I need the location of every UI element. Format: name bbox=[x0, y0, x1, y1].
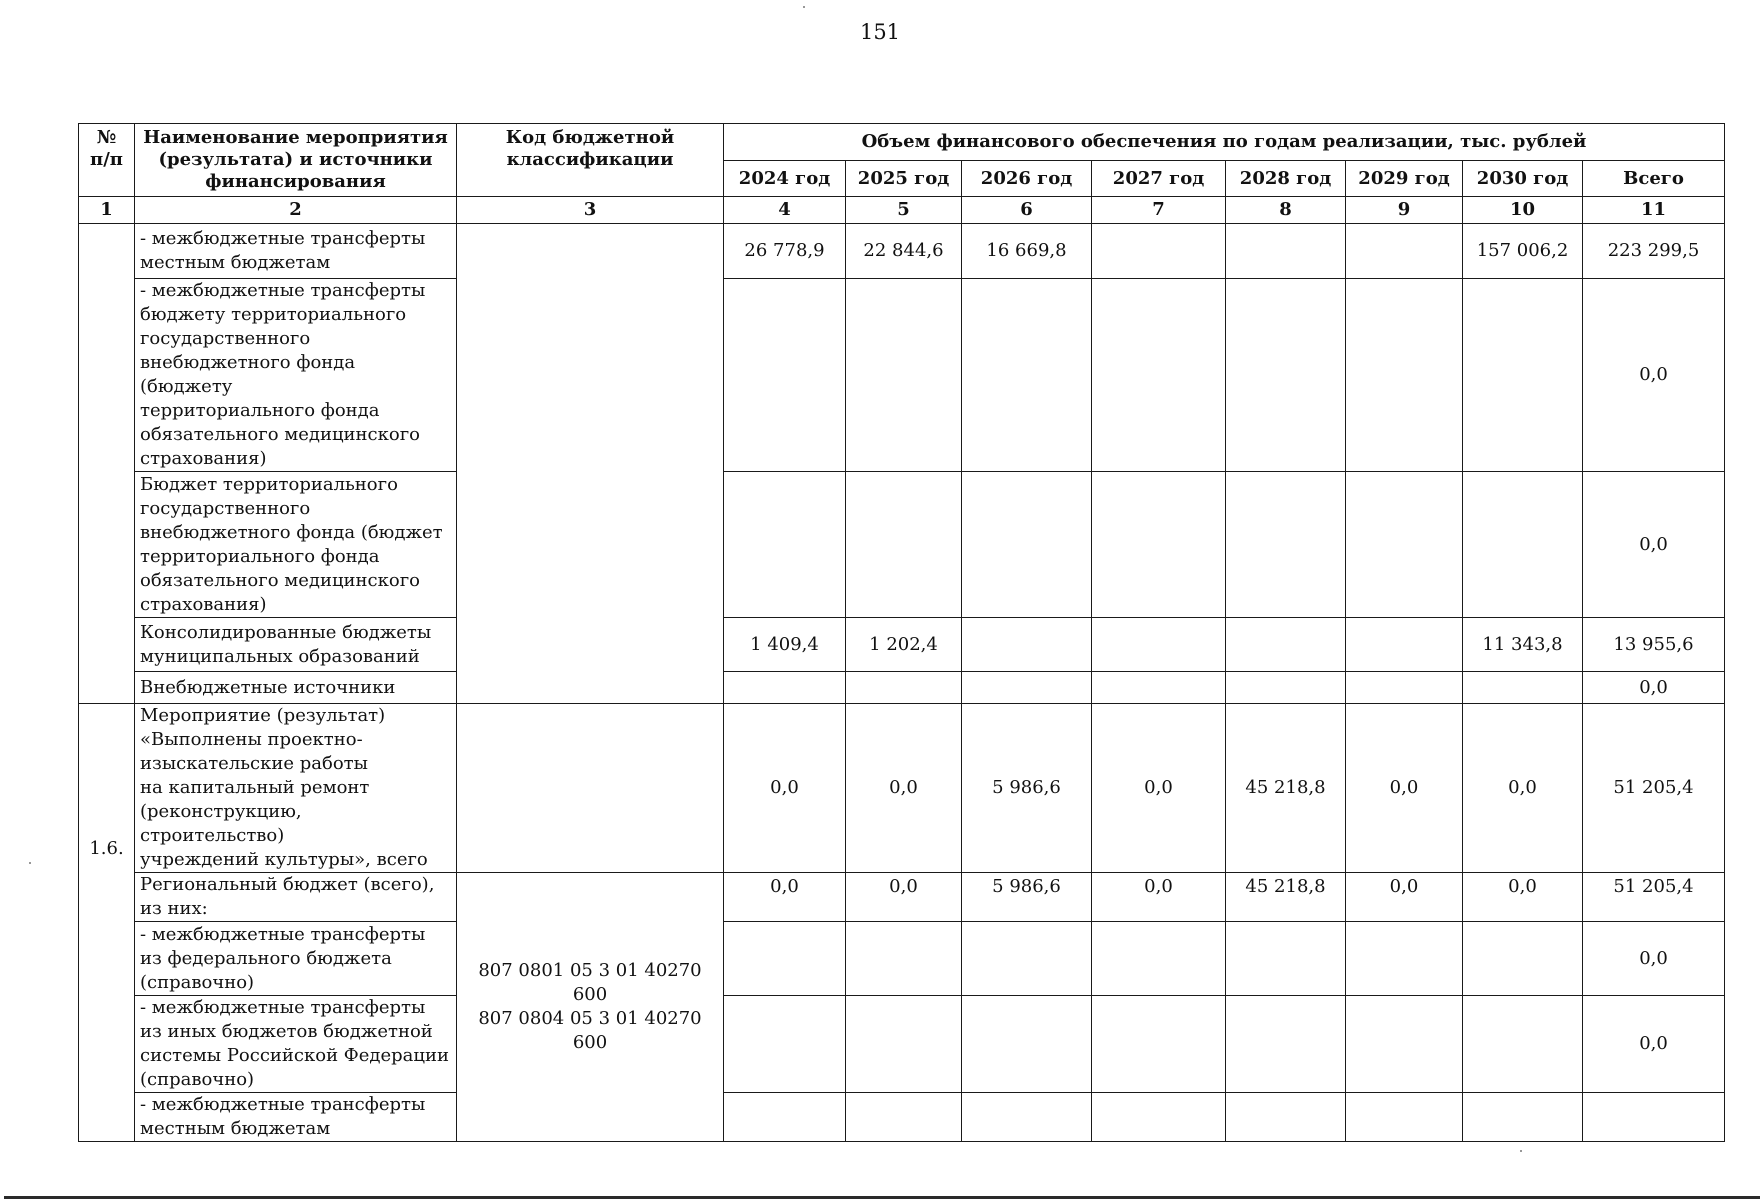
cell-value bbox=[1346, 279, 1463, 472]
row-code-empty bbox=[457, 704, 724, 873]
cell-value: 1 202,4 bbox=[846, 618, 962, 672]
cell-value: 0,0 bbox=[846, 873, 962, 922]
cell-value: 0,0 bbox=[1092, 704, 1226, 873]
table-row bbox=[79, 224, 1725, 279]
cell-value: 26 778,9 bbox=[724, 224, 846, 279]
cell-value bbox=[1346, 672, 1463, 704]
header-volume: Объем финансового обеспечения по годам реализации, тыс. рублей bbox=[724, 124, 1725, 161]
cell-value: 0,0 bbox=[1346, 704, 1463, 873]
row-index-label: 1.6. bbox=[89, 838, 124, 859]
cell-value: 51 205,4 bbox=[1583, 873, 1725, 922]
cell-value bbox=[962, 618, 1092, 672]
cell-value bbox=[846, 996, 962, 1093]
header-row-1 bbox=[79, 124, 1725, 161]
cell-value bbox=[1226, 618, 1346, 672]
header-year: 2024 год bbox=[724, 161, 846, 197]
cell-value: 0,0 bbox=[1463, 704, 1583, 873]
cell-value: 11 343,8 bbox=[1463, 618, 1583, 672]
column-number: 8 bbox=[1226, 197, 1346, 224]
cell-value bbox=[1226, 224, 1346, 279]
table-row bbox=[79, 618, 1725, 672]
cell-value bbox=[1092, 996, 1226, 1093]
cell-value: 0,0 bbox=[1583, 279, 1725, 472]
header-no: № п/п bbox=[79, 124, 135, 197]
cell-value: 0,0 bbox=[1346, 873, 1463, 922]
cell-value bbox=[1346, 472, 1463, 618]
cell-value: 0,0 bbox=[846, 704, 962, 873]
cell-value bbox=[1092, 672, 1226, 704]
cell-value bbox=[962, 996, 1092, 1093]
cell-value bbox=[1346, 618, 1463, 672]
table-row bbox=[79, 873, 1725, 922]
cell-value bbox=[1463, 1093, 1583, 1142]
cell-value: 16 669,8 bbox=[962, 224, 1092, 279]
row-index bbox=[79, 704, 135, 1142]
row-name: - межбюджетные трансферты местным бюджетам bbox=[135, 1093, 457, 1142]
row-name: Региональный бюджет (всего), из них: bbox=[135, 873, 457, 922]
cell-value bbox=[1346, 1093, 1463, 1142]
cell-value bbox=[1092, 279, 1226, 472]
cell-value bbox=[962, 1093, 1092, 1142]
cell-value bbox=[724, 922, 846, 996]
cell-value bbox=[1092, 618, 1226, 672]
header-year: 2026 год bbox=[962, 161, 1092, 197]
cell-value bbox=[1463, 472, 1583, 618]
header-year: 2028 год bbox=[1226, 161, 1346, 197]
table-row bbox=[79, 472, 1725, 618]
row-name: Бюджет территориального государственного внебюджетного фонда (бюджет территориального фонда обязательного медицинского страхования) bbox=[135, 472, 457, 618]
cell-value: 0,0 bbox=[1463, 873, 1583, 922]
cell-value bbox=[1226, 672, 1346, 704]
cell-value: 22 844,6 bbox=[846, 224, 962, 279]
column-number: 10 bbox=[1463, 197, 1583, 224]
table-row bbox=[79, 279, 1725, 472]
row-name: Мероприятие (результат) «Выполнены проектно- изыскательские работы на капитальный ремонт (реконструкцию, строительство) учреждений культуры», всего bbox=[135, 704, 457, 873]
cell-value bbox=[846, 279, 962, 472]
cell-value: 0,0 bbox=[724, 873, 846, 922]
row-name: - межбюджетные трансферты бюджету территориального государственного внебюджетного фонда (бюджету территориального фонда обязательного медицинского страхования) bbox=[135, 279, 457, 472]
cell-value bbox=[1092, 922, 1226, 996]
page-number: 151 bbox=[859, 20, 901, 44]
cell-value bbox=[724, 672, 846, 704]
cell-value bbox=[1226, 996, 1346, 1093]
cell-value bbox=[1346, 224, 1463, 279]
cell-value bbox=[724, 472, 846, 618]
table-row bbox=[79, 922, 1725, 996]
cell-value bbox=[846, 922, 962, 996]
cell-value bbox=[962, 472, 1092, 618]
column-number: 4 bbox=[724, 197, 846, 224]
budget-code: 807 0801 05 3 01 40270 600 807 0804 05 3 01 40270 600 bbox=[457, 873, 724, 1142]
cell-value bbox=[1226, 1093, 1346, 1142]
cell-value bbox=[1226, 279, 1346, 472]
cell-value bbox=[1463, 672, 1583, 704]
header-code: Код бюджетной классификации bbox=[457, 124, 724, 197]
row-name: - межбюджетные трансферты из федерального бюджета (справочно) bbox=[135, 922, 457, 996]
cell-value: 51 205,4 bbox=[1583, 704, 1725, 873]
cell-value bbox=[1346, 922, 1463, 996]
cell-value: 5 986,6 bbox=[962, 704, 1092, 873]
cell-value: 0,0 bbox=[1583, 672, 1725, 704]
cell-value bbox=[1463, 922, 1583, 996]
table-row bbox=[79, 672, 1725, 704]
row-name: Внебюджетные источники bbox=[135, 672, 457, 704]
cell-value bbox=[1346, 996, 1463, 1093]
scan-speck bbox=[803, 6, 805, 8]
row-name: Консолидированные бюджеты муниципальных образований bbox=[135, 618, 457, 672]
row-code-empty bbox=[457, 224, 724, 704]
bottom-rule bbox=[4, 1196, 1760, 1199]
row-name: - межбюджетные трансферты из иных бюджетов бюджетной системы Российской Федерации (справочно) bbox=[135, 996, 457, 1093]
header-name: Наименование мероприятия (результата) и источники финансирования bbox=[135, 124, 457, 197]
column-number: 11 bbox=[1583, 197, 1725, 224]
cell-value: 0,0 bbox=[1583, 922, 1725, 996]
cell-value: 5 986,6 bbox=[962, 873, 1092, 922]
cell-value: 0,0 bbox=[1583, 996, 1725, 1093]
header-year: 2025 год bbox=[846, 161, 962, 197]
column-number: 9 bbox=[1346, 197, 1463, 224]
cell-value bbox=[1583, 1093, 1725, 1142]
cell-value bbox=[846, 472, 962, 618]
cell-value bbox=[1463, 279, 1583, 472]
cell-value bbox=[1092, 224, 1226, 279]
cell-value: 223 299,5 bbox=[1583, 224, 1725, 279]
cell-value bbox=[1092, 472, 1226, 618]
header-year: 2029 год bbox=[1346, 161, 1463, 197]
cell-value: 45 218,8 bbox=[1226, 873, 1346, 922]
cell-value: 0,0 bbox=[1583, 472, 1725, 618]
cell-value bbox=[1092, 1093, 1226, 1142]
cell-value bbox=[1226, 922, 1346, 996]
cell-value bbox=[962, 922, 1092, 996]
column-number: 3 bbox=[457, 197, 724, 224]
table-row bbox=[79, 996, 1725, 1093]
column-number: 2 bbox=[135, 197, 457, 224]
column-number: 6 bbox=[962, 197, 1092, 224]
header-total: Всего bbox=[1583, 161, 1725, 197]
cell-value bbox=[962, 279, 1092, 472]
financing-table bbox=[78, 123, 1725, 1142]
cell-value bbox=[846, 672, 962, 704]
cell-value bbox=[724, 279, 846, 472]
cell-value: 45 218,8 bbox=[1226, 704, 1346, 873]
cell-value: 1 409,4 bbox=[724, 618, 846, 672]
scan-speck bbox=[29, 862, 31, 864]
cell-value bbox=[724, 996, 846, 1093]
column-number: 5 bbox=[846, 197, 962, 224]
cell-value: 157 006,2 bbox=[1463, 224, 1583, 279]
cell-value bbox=[962, 672, 1092, 704]
column-number-row bbox=[79, 197, 1725, 224]
table-row bbox=[79, 1093, 1725, 1142]
row-name: - межбюджетные трансферты местным бюджетам bbox=[135, 224, 457, 279]
cell-value bbox=[1226, 472, 1346, 618]
cell-value bbox=[846, 1093, 962, 1142]
header-year: 2027 год bbox=[1092, 161, 1226, 197]
table-row bbox=[79, 704, 1725, 873]
cell-value bbox=[724, 1093, 846, 1142]
cell-value: 13 955,6 bbox=[1583, 618, 1725, 672]
scan-speck bbox=[1520, 1150, 1522, 1152]
column-number: 7 bbox=[1092, 197, 1226, 224]
cell-value bbox=[1463, 996, 1583, 1093]
column-number: 1 bbox=[79, 197, 135, 224]
header-year: 2030 год bbox=[1463, 161, 1583, 197]
cell-value: 0,0 bbox=[724, 704, 846, 873]
row-index-empty bbox=[79, 224, 135, 704]
cell-value: 0,0 bbox=[1092, 873, 1226, 922]
